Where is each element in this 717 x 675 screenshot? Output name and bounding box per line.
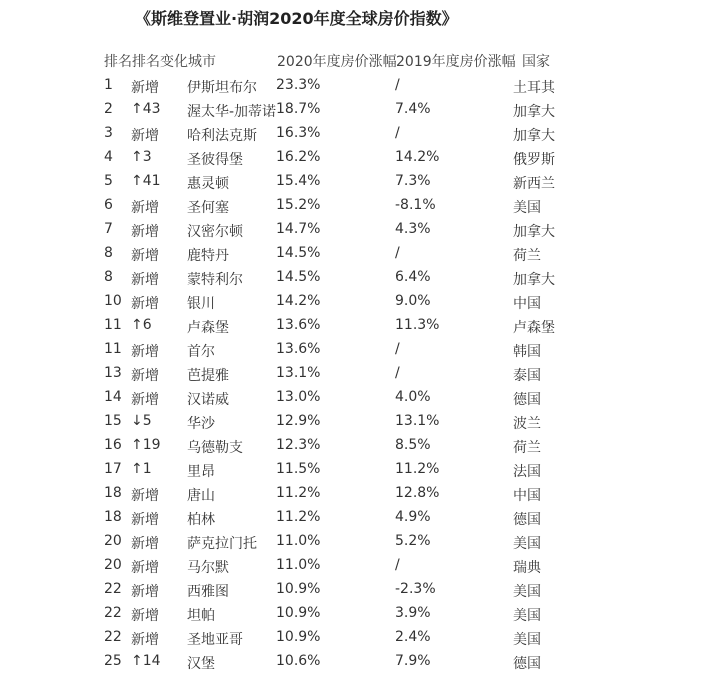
rank-cell: 17 bbox=[104, 461, 122, 477]
growth-2019-cell: 11.3% bbox=[395, 317, 440, 333]
rank-change-cell: 新增 bbox=[131, 488, 159, 504]
table-row bbox=[0, 409, 717, 433]
rank-change-cell: 新增 bbox=[131, 224, 159, 240]
growth-2020-cell: 14.7% bbox=[276, 221, 321, 237]
growth-2020-cell: 12.9% bbox=[276, 413, 321, 429]
rank-cell: 15 bbox=[104, 413, 122, 429]
growth-2019-cell: 4.9% bbox=[395, 509, 431, 525]
rank-change-cell: 新增 bbox=[131, 80, 159, 96]
country-cell: 波兰 bbox=[513, 416, 541, 432]
table-row bbox=[0, 145, 717, 169]
growth-2019-cell: -2.3% bbox=[395, 581, 436, 597]
rank-cell: 18 bbox=[104, 485, 122, 501]
city-cell: 里昂 bbox=[187, 464, 215, 480]
country-cell: 韩国 bbox=[513, 344, 541, 360]
rank-change-cell: 新增 bbox=[131, 128, 159, 144]
rank-cell: 8 bbox=[104, 245, 113, 261]
table-row bbox=[0, 577, 717, 601]
table-row bbox=[0, 217, 717, 241]
rank-cell: 1 bbox=[104, 77, 113, 93]
rank-change-cell: ↑43 bbox=[131, 101, 161, 117]
growth-2019-cell: 12.8% bbox=[395, 485, 440, 501]
country-cell: 美国 bbox=[513, 536, 541, 552]
city-cell: 圣地亚哥 bbox=[187, 632, 243, 648]
city-cell: 圣何塞 bbox=[187, 200, 229, 216]
city-cell: 马尔默 bbox=[187, 560, 229, 576]
header-rank: 排名 bbox=[104, 54, 132, 70]
rank-cell: 3 bbox=[104, 125, 113, 141]
growth-2019-cell: / bbox=[395, 125, 400, 141]
growth-2020-cell: 15.4% bbox=[276, 173, 321, 189]
country-cell: 美国 bbox=[513, 584, 541, 600]
rank-cell: 11 bbox=[104, 317, 122, 333]
table-row bbox=[0, 601, 717, 625]
city-cell: 卢森堡 bbox=[187, 320, 229, 336]
city-cell: 蒙特利尔 bbox=[187, 272, 243, 288]
country-cell: 加拿大 bbox=[513, 272, 555, 288]
city-cell: 伊斯坦布尔 bbox=[187, 80, 257, 96]
rank-change-cell: ↑14 bbox=[131, 653, 161, 669]
rank-cell: 10 bbox=[104, 293, 122, 309]
growth-2020-cell: 23.3% bbox=[276, 77, 321, 93]
growth-2020-cell: 14.2% bbox=[276, 293, 321, 309]
growth-2020-cell: 13.6% bbox=[276, 341, 321, 357]
table-row bbox=[0, 193, 717, 217]
country-cell: 加拿大 bbox=[513, 128, 555, 144]
country-cell: 美国 bbox=[513, 608, 541, 624]
growth-2020-cell: 14.5% bbox=[276, 245, 321, 261]
city-cell: 汉密尔顿 bbox=[187, 224, 243, 240]
table-row bbox=[0, 121, 717, 145]
table-body bbox=[0, 73, 717, 673]
table-row bbox=[0, 169, 717, 193]
table-row bbox=[0, 73, 717, 97]
country-cell: 俄罗斯 bbox=[513, 152, 555, 168]
city-cell: 西雅图 bbox=[187, 584, 229, 600]
rank-cell: 20 bbox=[104, 533, 122, 549]
rank-change-cell: 新增 bbox=[131, 512, 159, 528]
city-cell: 唐山 bbox=[187, 488, 215, 504]
rank-cell: 22 bbox=[104, 581, 122, 597]
growth-2020-cell: 13.0% bbox=[276, 389, 321, 405]
growth-2019-cell: 7.4% bbox=[395, 101, 431, 117]
table-row bbox=[0, 457, 717, 481]
table-row bbox=[0, 313, 717, 337]
country-cell: 瑞典 bbox=[513, 560, 541, 576]
rank-change-cell: 新增 bbox=[131, 272, 159, 288]
rank-change-cell: 新增 bbox=[131, 536, 159, 552]
table-row bbox=[0, 529, 717, 553]
rank-cell: 7 bbox=[104, 221, 113, 237]
country-cell: 荷兰 bbox=[513, 440, 541, 456]
growth-2019-cell: 11.2% bbox=[395, 461, 440, 477]
growth-2019-cell: 7.9% bbox=[395, 653, 431, 669]
city-cell: 芭提雅 bbox=[187, 368, 229, 384]
rank-change-cell: ↓5 bbox=[131, 413, 152, 429]
country-cell: 美国 bbox=[513, 632, 541, 648]
header-growth-2019: 2019年度房价涨幅 bbox=[396, 54, 516, 70]
page-title: 《斯维登置业·胡润2020年度全球房价指数》 bbox=[135, 9, 458, 28]
city-cell: 柏林 bbox=[187, 512, 215, 528]
header-rank-change: 排名变化 bbox=[132, 54, 188, 70]
growth-2019-cell: 6.4% bbox=[395, 269, 431, 285]
growth-2020-cell: 10.9% bbox=[276, 581, 321, 597]
city-cell: 惠灵顿 bbox=[187, 176, 229, 192]
growth-2020-cell: 11.2% bbox=[276, 509, 321, 525]
country-cell: 中国 bbox=[513, 488, 541, 504]
rank-cell: 14 bbox=[104, 389, 122, 405]
rank-change-cell: 新增 bbox=[131, 200, 159, 216]
growth-2020-cell: 11.0% bbox=[276, 557, 321, 573]
rank-cell: 18 bbox=[104, 509, 122, 525]
country-cell: 法国 bbox=[513, 464, 541, 480]
table-row bbox=[0, 241, 717, 265]
growth-2019-cell: 7.3% bbox=[395, 173, 431, 189]
rank-change-cell: 新增 bbox=[131, 584, 159, 600]
country-cell: 泰国 bbox=[513, 368, 541, 384]
city-cell: 银川 bbox=[187, 296, 215, 312]
rank-cell: 16 bbox=[104, 437, 122, 453]
growth-2020-cell: 12.3% bbox=[276, 437, 321, 453]
country-cell: 荷兰 bbox=[513, 248, 541, 264]
country-cell: 新西兰 bbox=[513, 176, 555, 192]
country-cell: 德国 bbox=[513, 656, 541, 672]
growth-2020-cell: 16.2% bbox=[276, 149, 321, 165]
growth-2019-cell: / bbox=[395, 245, 400, 261]
growth-2019-cell: / bbox=[395, 365, 400, 381]
table-row bbox=[0, 481, 717, 505]
rank-cell: 22 bbox=[104, 605, 122, 621]
rank-change-cell: ↑3 bbox=[131, 149, 152, 165]
growth-2019-cell: / bbox=[395, 77, 400, 93]
growth-2020-cell: 11.2% bbox=[276, 485, 321, 501]
country-cell: 德国 bbox=[513, 392, 541, 408]
growth-2019-cell: / bbox=[395, 341, 400, 357]
rank-change-cell: 新增 bbox=[131, 248, 159, 264]
rank-cell: 5 bbox=[104, 173, 113, 189]
country-cell: 德国 bbox=[513, 512, 541, 528]
city-cell: 汉堡 bbox=[187, 656, 215, 672]
country-cell: 加拿大 bbox=[513, 104, 555, 120]
growth-2020-cell: 13.6% bbox=[276, 317, 321, 333]
city-cell: 汉诺威 bbox=[187, 392, 229, 408]
growth-2020-cell: 10.9% bbox=[276, 629, 321, 645]
growth-2020-cell: 10.9% bbox=[276, 605, 321, 621]
country-cell: 美国 bbox=[513, 200, 541, 216]
rank-cell: 13 bbox=[104, 365, 122, 381]
rank-change-cell: ↑19 bbox=[131, 437, 161, 453]
growth-2019-cell: 3.9% bbox=[395, 605, 431, 621]
table-row bbox=[0, 289, 717, 313]
growth-2019-cell: 5.2% bbox=[395, 533, 431, 549]
growth-2019-cell: 4.3% bbox=[395, 221, 431, 237]
rank-change-cell: ↑41 bbox=[131, 173, 161, 189]
rank-change-cell: ↑1 bbox=[131, 461, 152, 477]
table-row bbox=[0, 433, 717, 457]
country-cell: 中国 bbox=[513, 296, 541, 312]
growth-2019-cell: / bbox=[395, 557, 400, 573]
rank-change-cell: ↑6 bbox=[131, 317, 152, 333]
country-cell: 土耳其 bbox=[513, 80, 555, 96]
city-cell: 渥太华-加蒂诺 bbox=[187, 104, 277, 120]
city-cell: 鹿特丹 bbox=[187, 248, 229, 264]
table-row bbox=[0, 385, 717, 409]
table-row bbox=[0, 97, 717, 121]
growth-2019-cell: 13.1% bbox=[395, 413, 440, 429]
growth-2019-cell: -8.1% bbox=[395, 197, 436, 213]
table-row bbox=[0, 625, 717, 649]
rank-change-cell: 新增 bbox=[131, 392, 159, 408]
rank-cell: 20 bbox=[104, 557, 122, 573]
city-cell: 萨克拉门托 bbox=[187, 536, 257, 552]
growth-2019-cell: 14.2% bbox=[395, 149, 440, 165]
rank-change-cell: 新增 bbox=[131, 608, 159, 624]
rank-cell: 25 bbox=[104, 653, 122, 669]
header-country: 国家 bbox=[522, 54, 550, 70]
table-row bbox=[0, 361, 717, 385]
city-cell: 坦帕 bbox=[187, 608, 215, 624]
rank-cell: 2 bbox=[104, 101, 113, 117]
rank-cell: 11 bbox=[104, 341, 122, 357]
growth-2020-cell: 15.2% bbox=[276, 197, 321, 213]
rank-cell: 22 bbox=[104, 629, 122, 645]
country-cell: 加拿大 bbox=[513, 224, 555, 240]
growth-2020-cell: 14.5% bbox=[276, 269, 321, 285]
rank-change-cell: 新增 bbox=[131, 344, 159, 360]
growth-2020-cell: 11.0% bbox=[276, 533, 321, 549]
header-growth-2020: 2020年度房价涨幅 bbox=[277, 54, 397, 70]
growth-2020-cell: 10.6% bbox=[276, 653, 321, 669]
growth-2020-cell: 16.3% bbox=[276, 125, 321, 141]
city-cell: 乌德勒支 bbox=[187, 440, 243, 456]
table-row bbox=[0, 265, 717, 289]
country-cell: 卢森堡 bbox=[513, 320, 555, 336]
table-row bbox=[0, 649, 717, 673]
city-cell: 哈利法克斯 bbox=[187, 128, 257, 144]
table-row bbox=[0, 553, 717, 577]
table-row bbox=[0, 505, 717, 529]
rank-change-cell: 新增 bbox=[131, 632, 159, 648]
city-cell: 华沙 bbox=[187, 416, 215, 432]
rank-change-cell: 新增 bbox=[131, 296, 159, 312]
city-cell: 圣彼得堡 bbox=[187, 152, 243, 168]
rank-change-cell: 新增 bbox=[131, 368, 159, 384]
growth-2020-cell: 13.1% bbox=[276, 365, 321, 381]
growth-2019-cell: 4.0% bbox=[395, 389, 431, 405]
rank-change-cell: 新增 bbox=[131, 560, 159, 576]
growth-2019-cell: 8.5% bbox=[395, 437, 431, 453]
city-cell: 首尔 bbox=[187, 344, 215, 360]
table-row bbox=[0, 337, 717, 361]
growth-2019-cell: 2.4% bbox=[395, 629, 431, 645]
growth-2020-cell: 11.5% bbox=[276, 461, 321, 477]
growth-2020-cell: 18.7% bbox=[276, 101, 321, 117]
rank-cell: 4 bbox=[104, 149, 113, 165]
growth-2019-cell: 9.0% bbox=[395, 293, 431, 309]
header-city: 城市 bbox=[188, 54, 216, 70]
rank-cell: 6 bbox=[104, 197, 113, 213]
rank-cell: 8 bbox=[104, 269, 113, 285]
